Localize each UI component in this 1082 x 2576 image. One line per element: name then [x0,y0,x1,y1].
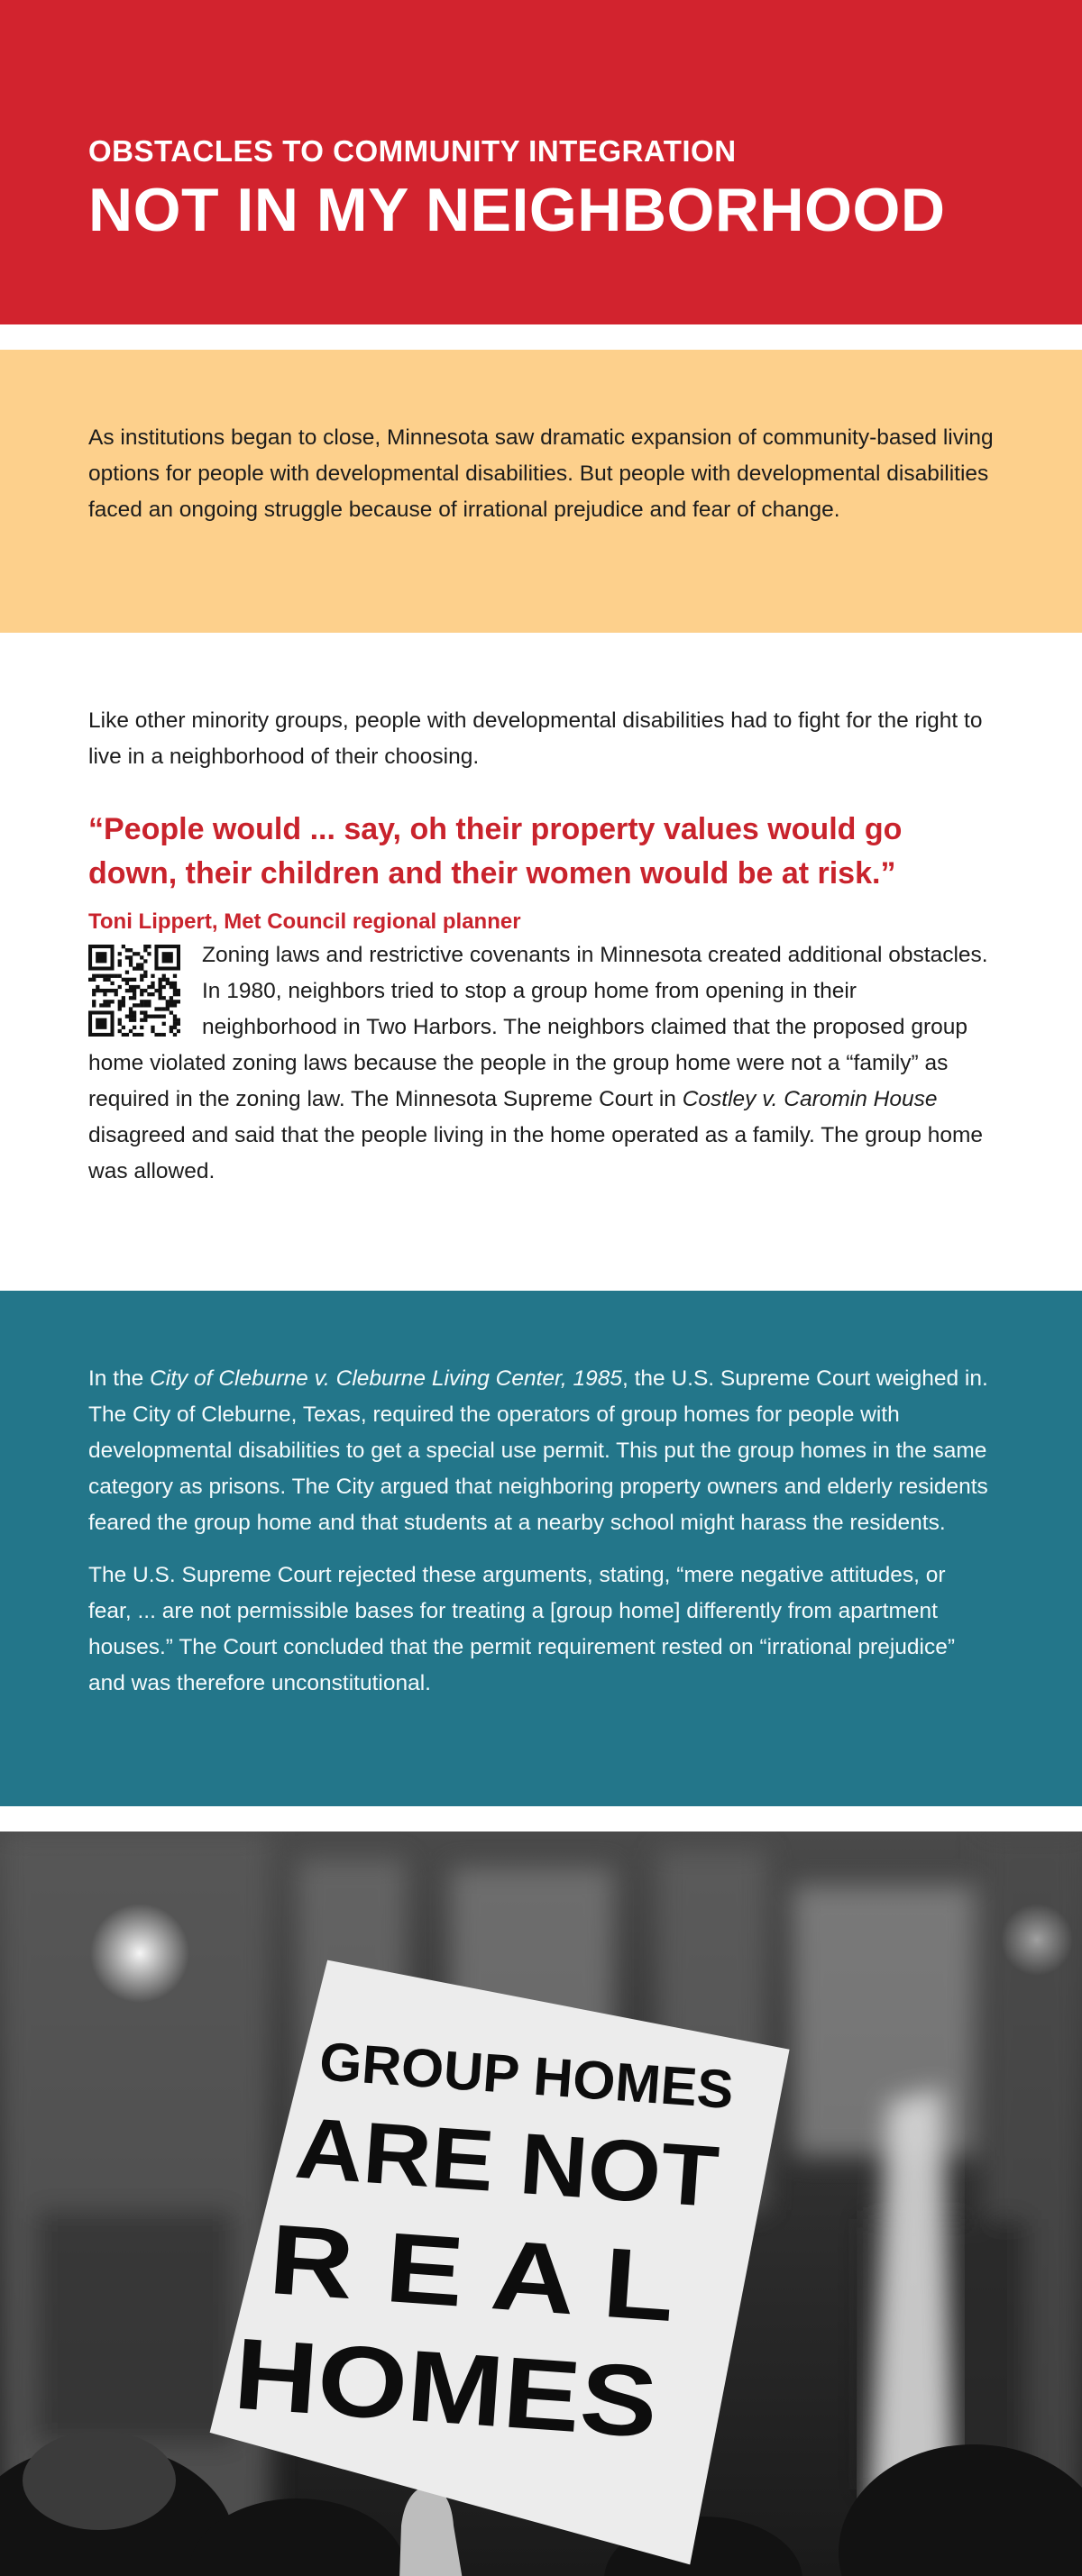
case-name-costley: Costley v. Caromin House [682,1087,938,1111]
sign-line-4: HOMES [230,2316,609,2455]
quote-attribution: Toni Lippert, Met Council regional planner [88,909,521,934]
court-panel [0,1291,1082,1806]
page-title: NOT IN MY NEIGHBORHOOD [88,176,946,245]
sign-line-1: GROUP HOMES [317,2031,732,2120]
case-name-cleburne: City of Cleburne v. Cleburne Living Center, 1985 [150,1366,622,1391]
zoning-paragraph [88,937,994,1190]
cleburne-paragraph [88,1361,994,1541]
protest-photo [0,1832,1082,2576]
zoning-text: Zoning laws and restrictive covenants in Minnesota created additional obstacles. In 1980, neighbors tried to stop a group home from opening in their neighborhood in Two Harbors. The neighbors claimed that the proposed group home violated zoning laws because the people in the group home were not a “family” as required in the zoning law. The Minnesota Supreme Court in [88,943,988,1111]
section-eyebrow: OBSTACLES TO COMMUNITY INTEGRATION [88,134,737,168]
sign-line-3: R E A L [265,2203,619,2339]
cleburne-prefix: In the [88,1366,151,1391]
qr-code-icon[interactable] [88,945,180,1037]
pull-quote: “People would ... say, oh their property values would go down, their children and their women would be at risk.” [88,812,903,891]
intro-text: As institutions began to close, Minnesota saw dramatic expansion of community-based living options for people with developmental disabilities. But people with developmental disabilities faced an ongoing struggle because of irrational prejudice and fear of change. [88,425,994,522]
zoning-tail: disagreed and said that the people living in the home operated as a family. The group home was allowed. [88,1123,983,1183]
header-banner [0,0,1082,324]
lead-paragraph: Like other minority groups, people with developmental disabilities had to fight for the right to live in a neighborhood of their choosing. [88,708,983,769]
main-content [0,633,1082,1291]
sign-line-2: ARE NOT [292,2099,688,2224]
intro-panel [0,350,1082,633]
protest-photo-illustration [0,1832,1082,2576]
cleburne-rest: , the U.S. Supreme Court weighed in. The City of Cleburne, Texas, required the operators of group homes for people with developmental disabilities to get a special use permit. This put the group homes in the same category as prisons. The City argued that neighboring property owners and elderly residents feared the group home and that students at a nearby school might harass the residents. [88,1366,988,1535]
ruling-paragraph: The U.S. Supreme Court rejected these arguments, stating, “mere negative attitudes, or fear, ... are not permissible bases for treating a [group home] differently from apartment houses.” The Court concluded that the permit requirement rested on “irrational prejudice” and was therefore unconstitutional. [88,1563,955,1695]
